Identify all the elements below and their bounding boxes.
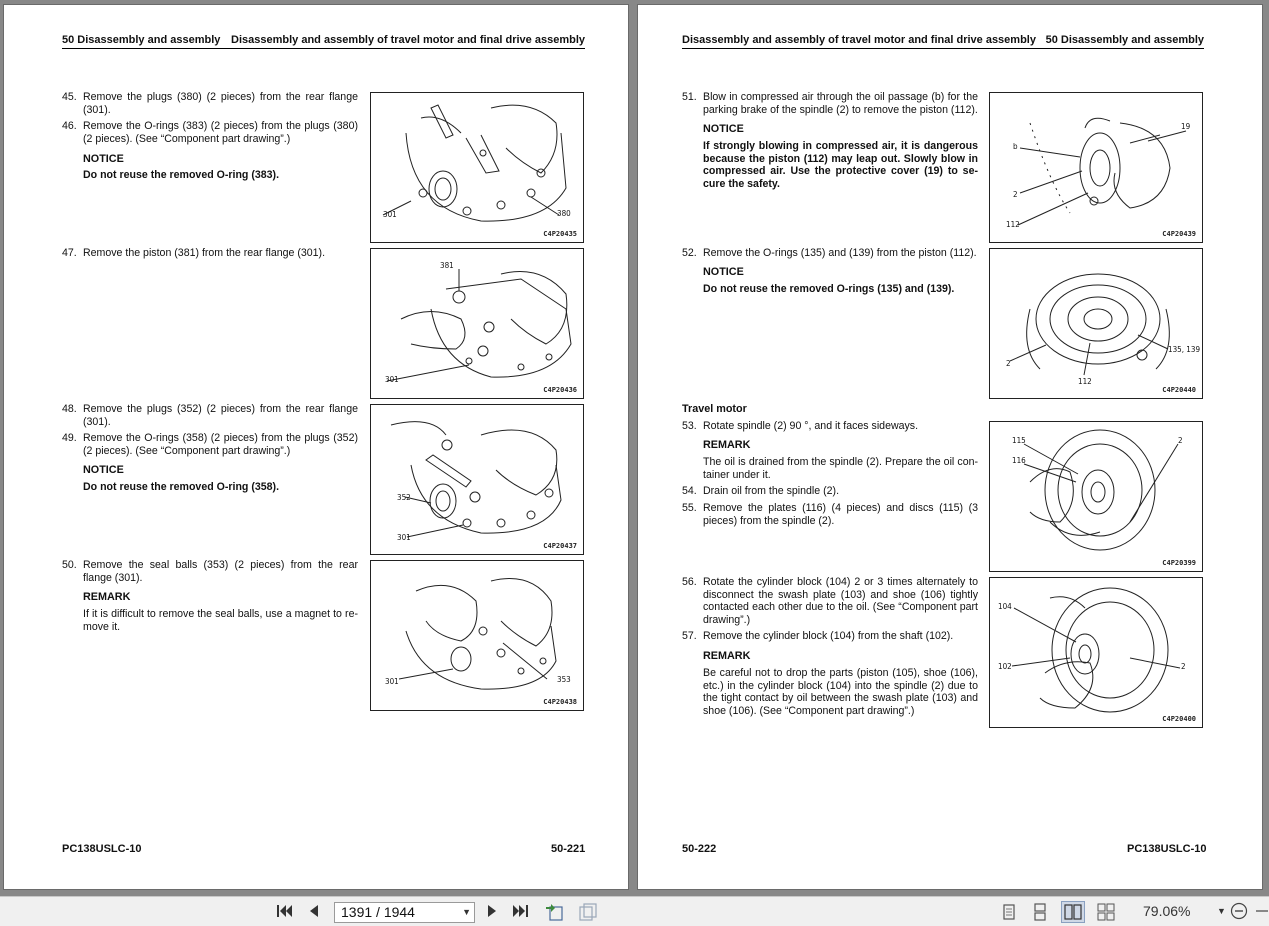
notice-body: Do not reuse the removed O-rings (135) and (139).: [703, 283, 955, 295]
continuous-view-icon[interactable]: [1031, 903, 1049, 919]
figure-piston-112: [989, 92, 1203, 243]
step-45: 45. Remove the plugs (380) (2 pieces) from the rear flange (301).: [62, 91, 358, 116]
illustration-rear-flange: [371, 93, 585, 244]
callout-2: 2: [1178, 436, 1183, 445]
step-53: 53. Rotate spindle (2) 90 °, and it faces sideways.: [682, 420, 919, 432]
footer-model: PC138USLC-10: [1127, 843, 1207, 855]
page-left: [3, 4, 629, 890]
two-page-view-icon[interactable]: [1061, 901, 1085, 923]
two-page-continuous-icon[interactable]: [1097, 903, 1115, 919]
step-50: 50. Remove the seal balls (353) (2 pieces) from the rear flange (301).: [62, 559, 358, 584]
notice-heading: NOTICE: [703, 266, 744, 278]
page-number-field[interactable]: [334, 902, 475, 923]
callout-b: b: [1013, 142, 1018, 151]
notice-heading: NOTICE: [703, 123, 744, 135]
step-52: 52. Remove the O-rings (135) and (139) from the piston (112).: [682, 247, 977, 259]
illustration-cylinder-block-removal: [990, 578, 1204, 729]
figure-piston-381: [370, 248, 584, 399]
step-51: 51. Blow in compressed air through the oil passage (b) for the parking brake of the spindle (2) to remove the piston (112).: [682, 91, 978, 116]
figure-code: C4P20438: [543, 698, 577, 706]
next-page-icon[interactable]: [483, 903, 501, 919]
callout-380: 380: [557, 209, 571, 218]
zoom-out-icon[interactable]: [1230, 902, 1248, 918]
callout-2: 2: [1181, 662, 1186, 671]
chevron-down-icon[interactable]: ▼: [462, 907, 471, 917]
footer-model: PC138USLC-10: [62, 843, 142, 855]
figure-code: C4P20399: [1162, 559, 1196, 567]
callout-381: 381: [440, 261, 454, 270]
remark-heading: REMARK: [703, 439, 751, 451]
step-54: 54. Drain oil from the spindle (2).: [682, 485, 840, 497]
previous-view-icon[interactable]: [544, 903, 562, 919]
figure-code: C4P20400: [1162, 715, 1196, 723]
callout-135-139: 135, 139: [1168, 345, 1201, 354]
figure-cylinder-block: [989, 577, 1203, 728]
illustration-compressed-air: [990, 93, 1204, 244]
footer-page-number: 50-222: [682, 843, 717, 855]
zoom-slider-handle[interactable]: [1254, 902, 1268, 918]
callout-301: 301: [383, 210, 397, 219]
page-number-value: 1391 / 1944: [341, 904, 415, 920]
step-49: 49. Remove the O-rings (358) (2 pieces) from the plugs (352) (2 pieces). (See “Component part drawing”.): [62, 432, 358, 457]
header-right-text: 50 Disassembly and assembly: [1045, 34, 1204, 46]
figure-code: C4P20439: [1162, 230, 1196, 238]
last-page-icon[interactable]: [512, 903, 530, 919]
step-55: 55. Remove the plates (116) (4 pieces) and discs (115) (3 pieces) from the spindle (2).: [682, 502, 978, 527]
notice-body: Do not reuse the removed O-ring (358).: [83, 481, 280, 493]
remark-body: If it is difficult to remove the seal balls, use a magnet to re-move it.: [83, 608, 358, 633]
page-right: [637, 4, 1263, 890]
callout-112: 112: [1006, 220, 1020, 229]
figure-code: C4P20437: [543, 542, 577, 550]
remark-body: Be careful not to drop the parts (piston (105), shoe (106), etc.) in the cylinder block (104) into the spindle (2) due to the tight contact by oil between the swash plate (103) and shoe (106). (See “Component part drawing”.): [703, 667, 978, 717]
figure-plugs-352: [370, 404, 584, 555]
callout-301: 301: [385, 375, 399, 384]
callout-115: 115: [1012, 436, 1026, 445]
page-header: [682, 33, 1204, 49]
callout-301: 301: [397, 533, 411, 542]
figure-o-rings-135-139: [989, 248, 1203, 399]
figure-code: C4P20440: [1162, 386, 1196, 394]
step-46: 46. Remove the O-rings (383) (2 pieces) from the plugs (380) (2 pieces). (See “Component part drawing”.): [62, 120, 358, 145]
header-left-text: 50 Disassembly and assembly: [62, 34, 221, 46]
callout-2: 2: [1013, 190, 1018, 199]
next-view-icon[interactable]: [578, 903, 596, 919]
step-56: 56. Rotate the cylinder block (104) 2 or 3 times alternately to disconnect the swash plate (103) and shoe (106) tightly contacted each other due to the oil. (See “Component part drawing”.): [682, 576, 978, 626]
callout-353: 353: [557, 675, 571, 684]
header-right-text: Disassembly and assembly of travel motor and final drive assembly: [231, 34, 585, 46]
figure-code: C4P20435: [543, 230, 577, 238]
figure-seal-balls-353: [370, 560, 584, 711]
chevron-down-icon[interactable]: ▼: [1217, 906, 1226, 916]
notice-body: Do not reuse the removed O-ring (383).: [83, 169, 280, 181]
step-47: 47. Remove the piston (381) from the rear flange (301).: [62, 247, 326, 259]
callout-352: 352: [397, 493, 411, 502]
notice-body: If strongly blowing in compressed air, it is dangerous because the piston (112) may leap out. Slowly blow in compressed air. Use the protective cover (19) to se-cure the safety.: [703, 140, 978, 190]
callout-2: 2: [1006, 359, 1011, 368]
remark-heading: REMARK: [83, 591, 131, 603]
remark-body: The oil is drained from the spindle (2). Prepare the oil con-tainer under it.: [703, 456, 978, 481]
header-left-text: Disassembly and assembly of travel motor and final drive assembly: [682, 34, 1036, 46]
callout-116: 116: [1012, 456, 1026, 465]
figure-plugs-380: [370, 92, 584, 243]
step-48: 48. Remove the plugs (352) (2 pieces) from the rear flange (301).: [62, 403, 358, 428]
notice-heading: NOTICE: [83, 153, 124, 165]
callout-102: 102: [998, 662, 1012, 671]
zoom-level[interactable]: 79.06%: [1143, 903, 1191, 919]
page-header: [62, 33, 585, 49]
figure-plates-discs: [989, 421, 1203, 572]
section-title-travel-motor: Travel motor: [682, 403, 747, 415]
remark-heading: REMARK: [703, 650, 751, 662]
footer-page-number: 50-221: [551, 843, 586, 855]
previous-page-icon[interactable]: [305, 903, 323, 919]
illustration-piston-removal: [371, 249, 585, 400]
callout-104: 104: [998, 602, 1012, 611]
illustration-piston-o-rings: [990, 249, 1204, 400]
figure-code: C4P20436: [543, 386, 577, 394]
single-page-view-icon[interactable]: [1000, 903, 1018, 919]
first-page-icon[interactable]: [275, 903, 293, 919]
step-57: 57. Remove the cylinder block (104) from the shaft (102).: [682, 630, 954, 642]
callout-19: 19: [1181, 122, 1191, 131]
callout-301: 301: [385, 677, 399, 686]
notice-heading: NOTICE: [83, 464, 124, 476]
illustration-seal-ball-removal: [371, 561, 585, 712]
callout-112: 112: [1078, 377, 1092, 386]
